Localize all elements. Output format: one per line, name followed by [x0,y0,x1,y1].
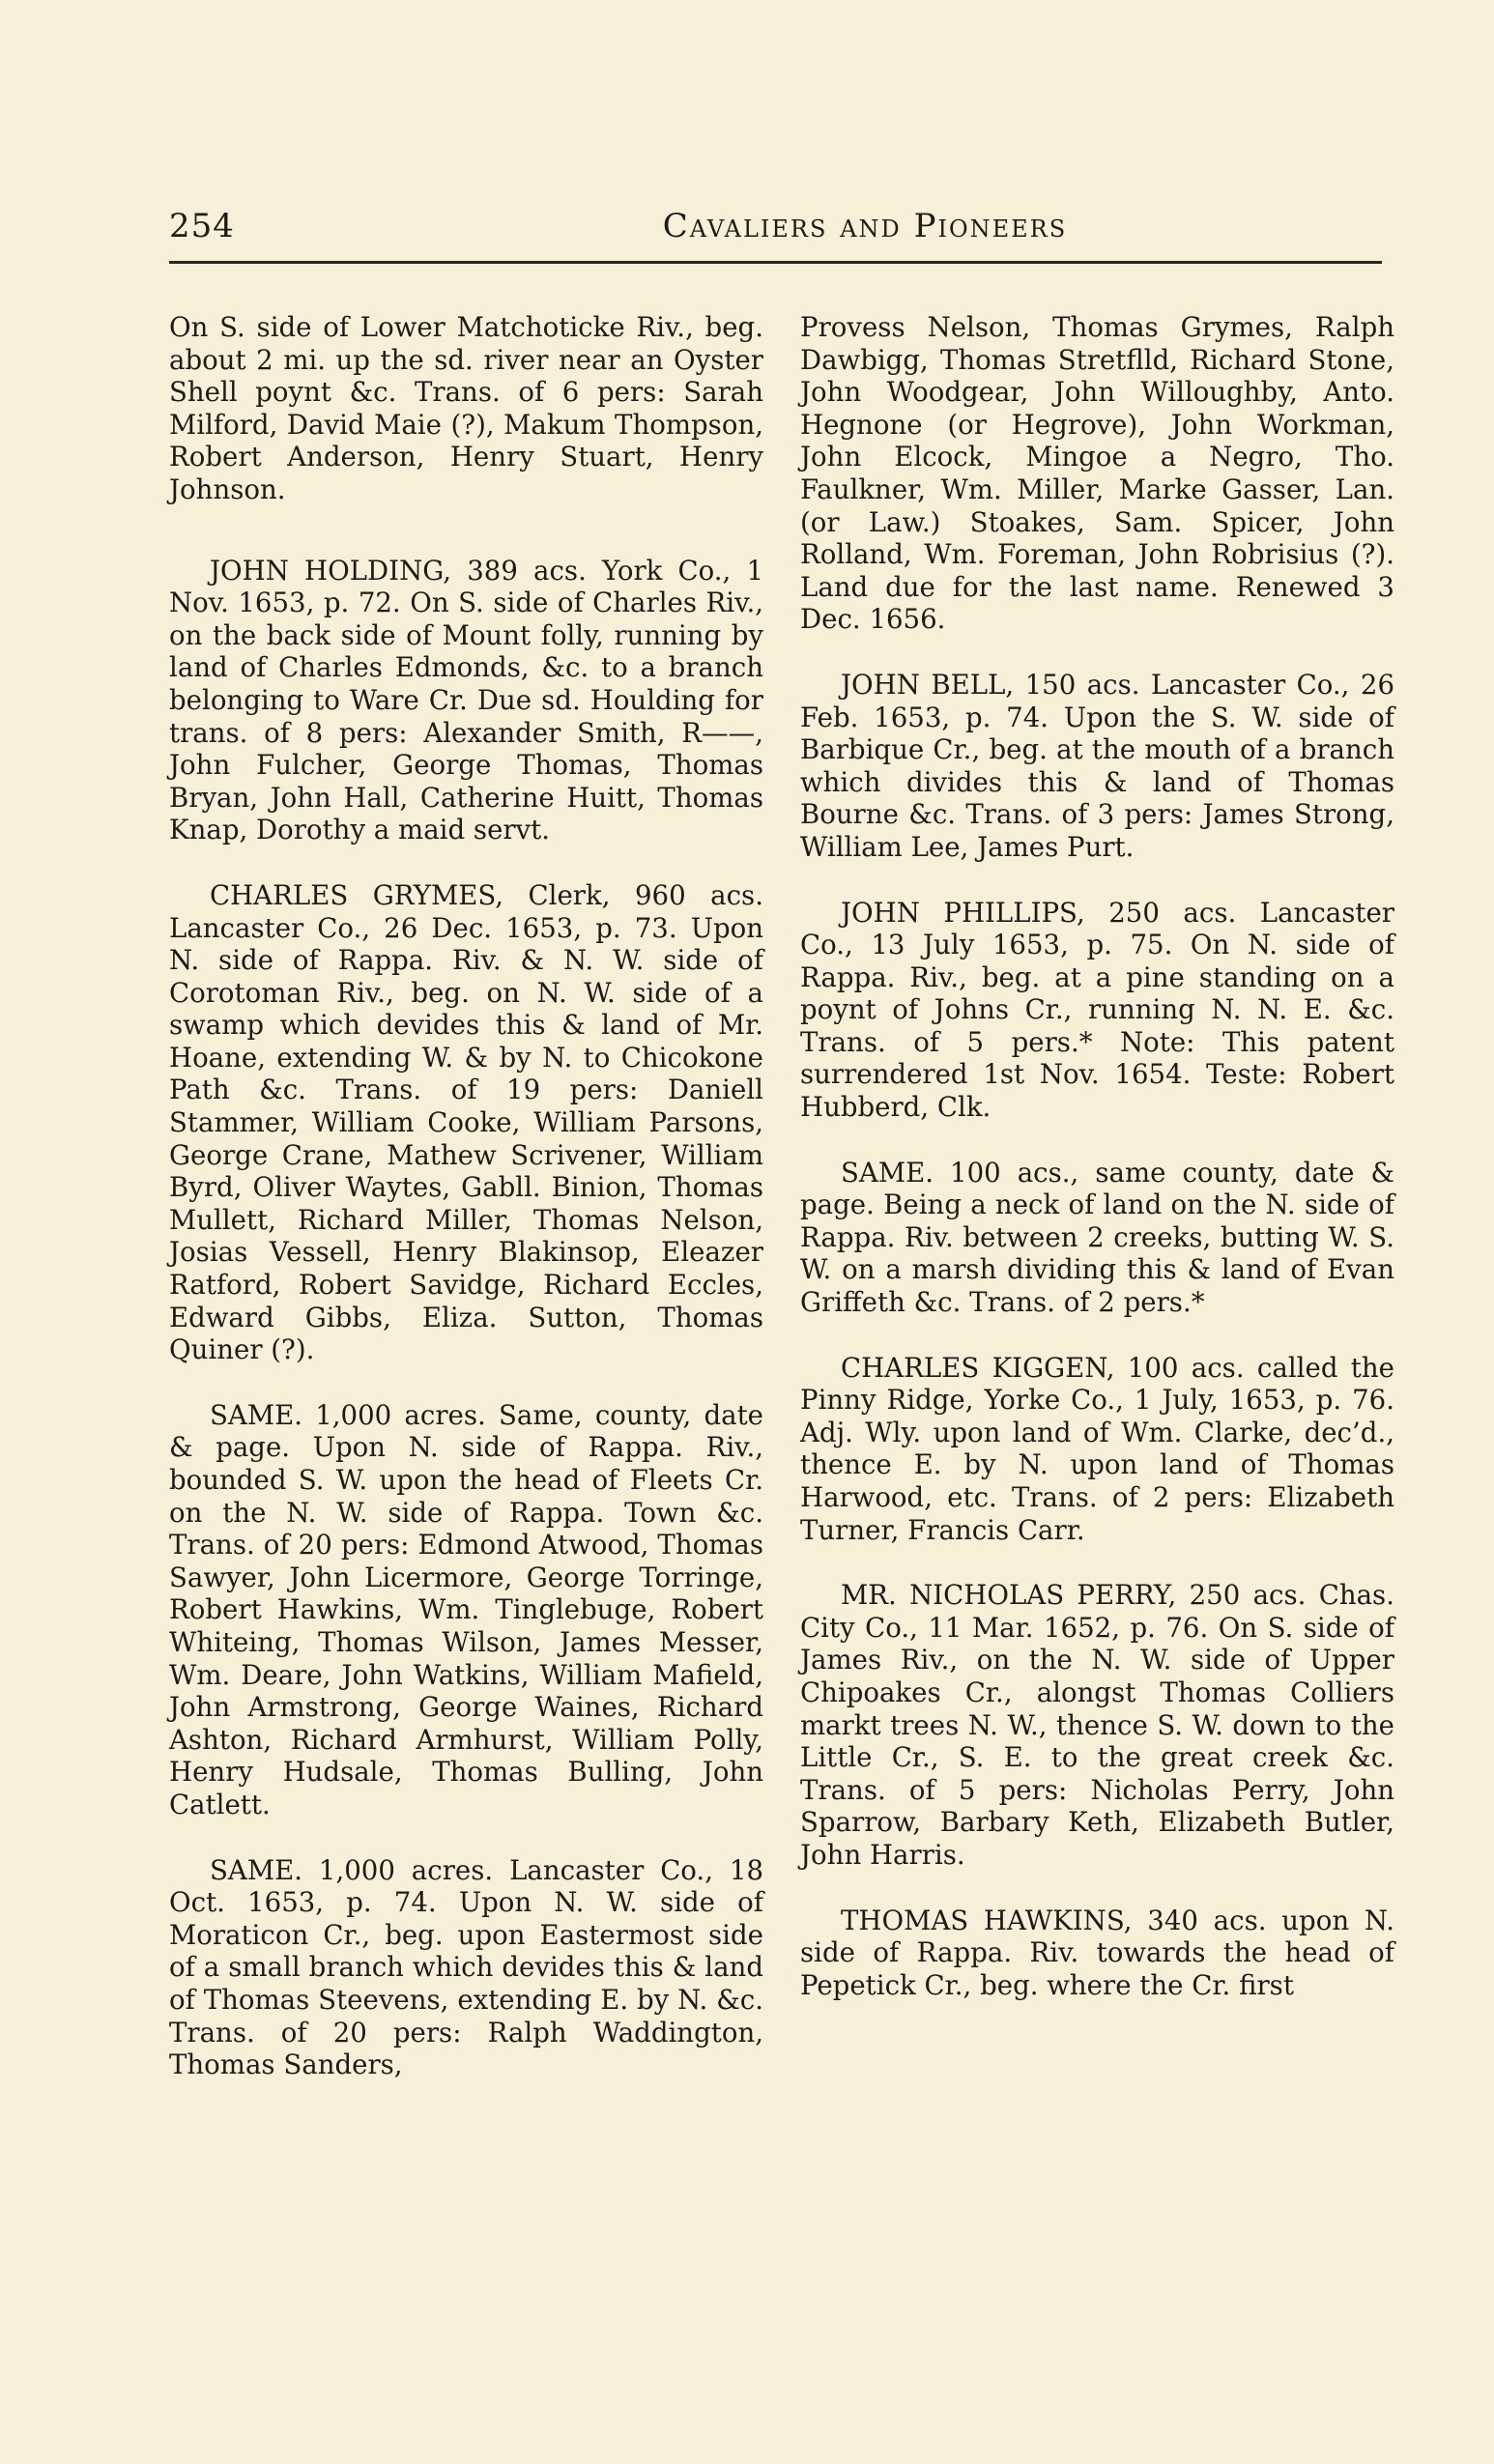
patent-entry-charles-kiggen: CHARLES KIGGEN, 100 acs. called the Pinny Ridge, Yorke Co., 1 July, 1653, p. 76. Adj. Wly. upon land of Wm. Clarke, dec’d., thence E. by N. upon land of Thomas Harwood, etc. Trans. of 2 pers: Elizabeth Turner, Francis Carr. [800,1351,1394,1546]
patent-entry-continuation: Provess Nelson, Thomas Grymes, Ralph Dawbigg, Thomas Stretflld, Richard Stone, John Woodgear, John Willoughby, Anto. Hegnone (or Hegrove), John Workman, John Elcock, Mingoe a Negro, Tho. Faulkner, Wm. Miller, Marke Gasser, Lan. (or Law.) Stoakes, Sam. Spicer, John Rolland, Wm. Foreman, John Robrisius (?). Land due for the last name. Renewed 3 Dec. 1656. [800,311,1394,636]
left-column [169,311,763,2114]
patent-entry-john-phillips: JOHN PHILLIPS, 250 acs. Lancaster Co., 13 July 1653, p. 75. On N. side of Rappa. Riv., beg. at a pine standing on a poynt of Johns Cr., running N. N. E. &c. Trans. of 5 pers.* Note: This patent surrendered 1st Nov. 1654. Teste: Robert Hubberd, Clk. [800,896,1394,1124]
patent-entry-same-1000-acres-rappa: SAME. 1,000 acres. Same, county, date & page. Upon N. side of Rappa. Riv., bounded S. W. upon the head of Fleets Cr. on the N. W. side of Rappa. Town &c. Trans. of 20 pers: Edmond Atwood, Thomas Sawyer, John Licermore, George Torringe, Robert Hawkins, Wm. Tinglebuge, Robert Whiteing, Thomas Wilson, James Messer, Wm. Deare, John Watkins, William Mafield, John Armstrong, George Waines, Richard Ashton, Richard Armhurst, William Polly, Henry Hudsale, Thomas Bulling, John Catlett. [169,1398,763,1820]
right-column [800,311,1394,2034]
header-rule [169,261,1382,264]
page-header [169,207,1382,257]
patent-entry-charles-grymes: CHARLES GRYMES, Clerk, 960 acs. Lancaster Co., 26 Dec. 1653, p. 73. Upon N. side of Rappa. Riv. & N. W. side of Corotoman Riv., beg. on N. W. side of a swamp which devides this & land of Mr. Hoane, extending W. & by N. to Chicokone Path &c. Trans. of 19 pers: Daniell Stammer, William Cooke, William Parsons, George Crane, Mathew Scrivener, William Byrd, Oliver Waytes, Gabll. Binion, Thomas Mullett, Richard Miller, Thomas Nelson, Josias Vessell, Henry Blakinsop, Eleazer Ratford, Robert Savidge, Richard Eccles, Edward Gibbs, Eliza. Sutton, Thomas Quiner (?). [169,878,763,1366]
running-title: Cavaliers and Pioneers [662,207,1068,245]
patent-entry-nicholas-perry: MR. NICHOLAS PERRY, 250 acs. Chas. City Co., 11 Mar. 1652, p. 76. On S. side of James Riv., on the N. W. side of Upper Chipoakes Cr., alongst Thomas Colliers markt trees N. W., thence S. W. down to the Little Cr., S. E. to the great creek &c. Trans. of 5 pers: Nicholas Perry, John Sparrow, Barbary Keth, Elizabeth Butler, John Harris. [800,1579,1394,1871]
patent-entry-continuation: On S. side of Lower Matchoticke Riv., beg. about 2 mi. up the sd. river near an Oyster Shell poynt &c. Trans. of 6 pers: Sarah Milford, David Maie (?), Makum Thompson, Robert Anderson, Henry Stuart, Henry Johnson. [169,311,763,505]
patent-entry-john-holding: JOHN HOLDING, 389 acs. York Co., 1 Nov. 1653, p. 72. On S. side of Charles Riv., on the back side of Mount folly, running by land of Charles Edmonds, &c. to a branch belonging to Ware Cr. Due sd. Houlding for trans. of 8 pers: Alexander Smith, R——, John Fulcher, George Thomas, Thomas Bryan, John Hall, Catherine Huitt, Thomas Knap, Dorothy a maid servt. [169,554,763,846]
patent-entry-same-1000-acres-moraticon: SAME. 1,000 acres. Lancaster Co., 18 Oct. 1653, p. 74. Upon N. W. side of Moraticon Cr., beg. upon Eastermost side of a small branch which devides this & land of Thomas Steevens, extending E. by N. &c. Trans. of 20 pers: Ralph Waddington, Thomas Sanders, [169,1853,763,2081]
page-number: 254 [169,207,235,245]
patent-entry-same-100-acs: SAME. 100 acs., same county, date & page. Being a neck of land on the N. side of Rappa. Riv. between 2 creeks, butting W. S. W. on a marsh dividing this & land of Evan Griffeth &c. Trans. of 2 pers.* [800,1156,1394,1319]
patent-entry-thomas-hawkins: THOMAS HAWKINS, 340 acs. upon N. side of Rappa. Riv. towards the head of Pepetick Cr., beg. where the Cr. first [800,1904,1394,2001]
patent-entry-john-bell: JOHN BELL, 150 acs. Lancaster Co., 26 Feb. 1653, p. 74. Upon the S. W. side of Barbique Cr., beg. at the mouth of a branch which divides this & land of Thomas Bourne &c. Trans. of 3 pers: James Strong, William Lee, James Purt. [800,668,1394,863]
